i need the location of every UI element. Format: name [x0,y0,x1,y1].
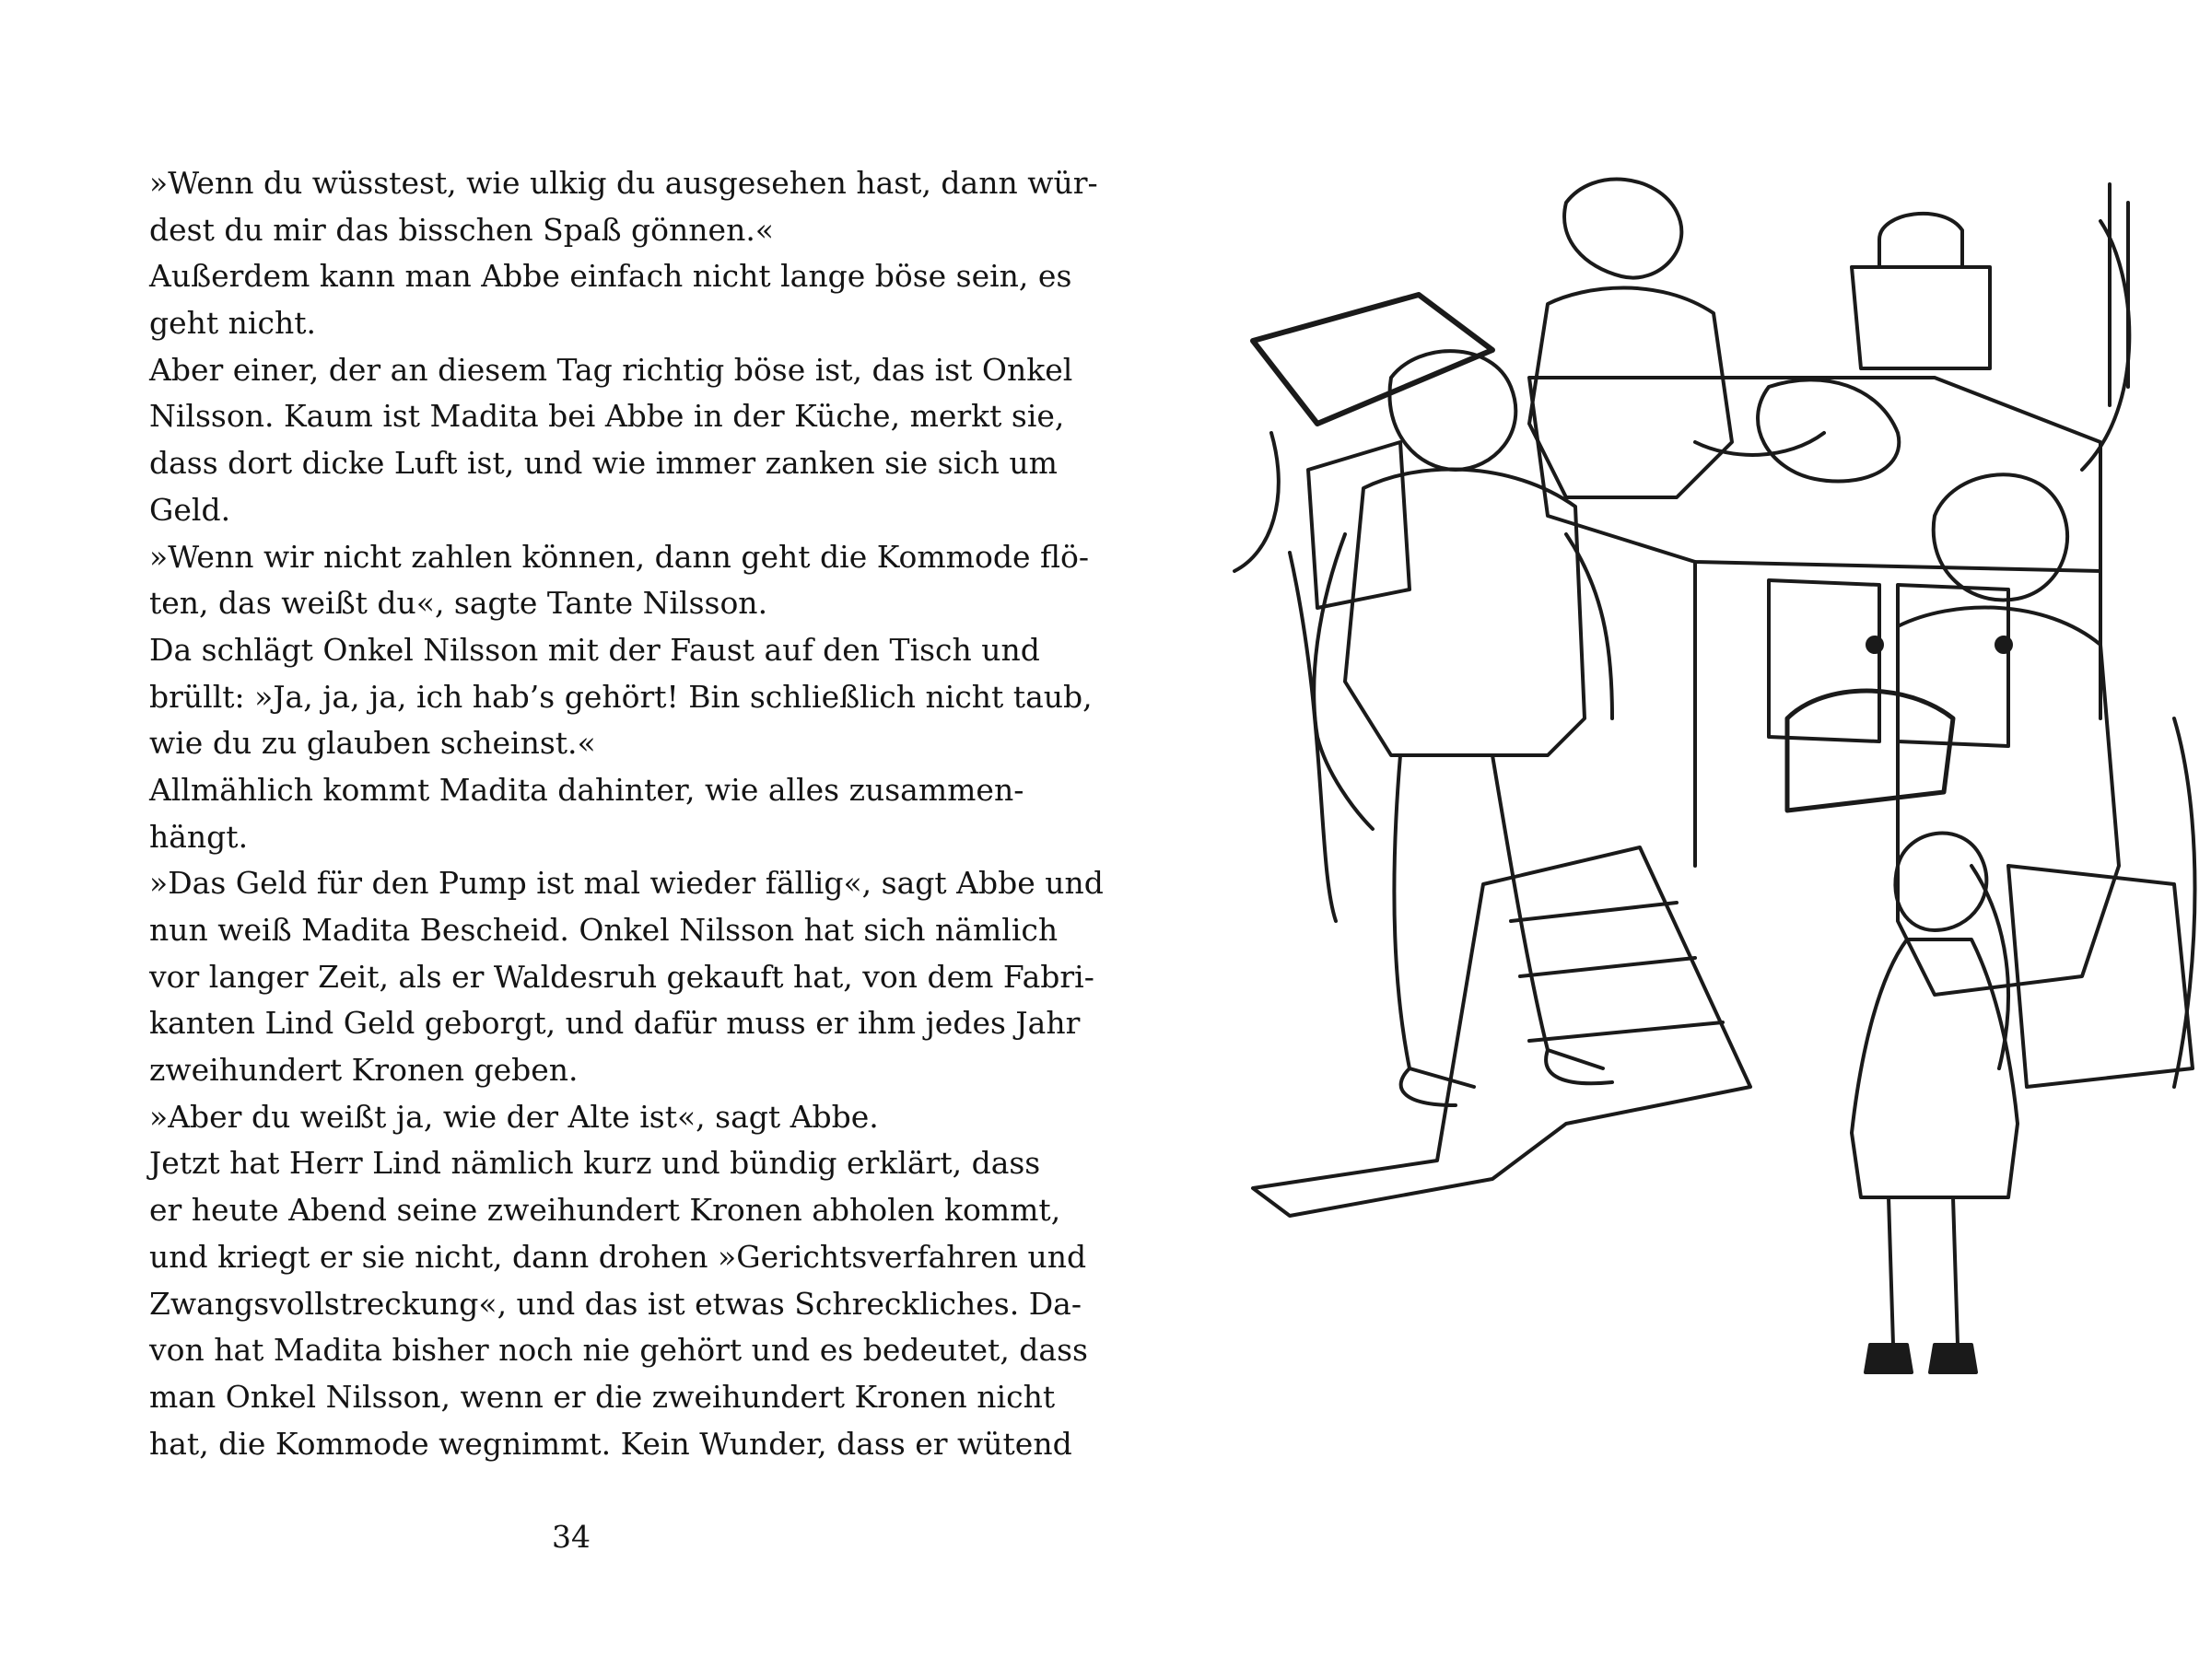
text-line: zweihundert Kronen geben. [149,1052,579,1089]
shelf-with-bin [1852,214,2129,470]
text-line: und kriegt er sie nicht, dann drohen »Gerichtsverfahren und [149,1238,1087,1275]
figure-uncle-nilsson [1314,351,1612,1105]
text-line: Nilsson. Kaum ist Madita bei Abbe in der Küche, merkt sie, [149,398,1065,435]
text-line: hat, die Kommode wegnimmt. Kein Wunder, dass er wütend [149,1425,1072,1462]
text-line: »Wenn du wüsstest, wie ulkig du ausgesehen hast, dann wür- [149,165,1098,201]
figure-boy-at-counter [1529,180,1899,497]
text-line: »Wenn wir nicht zahlen können, dann geht die Kommode flö- [149,538,1089,575]
text-line: »Aber du weißt ja, wie der Alte ist«, sagt Abbe. [149,1098,879,1135]
text-line: Außerdem kann man Abbe einfach nicht lange böse sein, es [149,258,1072,295]
text-line: geht nicht. [149,305,316,342]
text-line: von hat Madita bisher noch nie gehört und es bedeutet, dass [149,1332,1088,1369]
text-line: Allmählich kommt Madita dahinter, wie alles zusammen- [149,771,1024,808]
text-line: vor langer Zeit, als er Waldesruh gekauft hat, von dem Fabri- [149,958,1094,995]
stove [1234,295,1492,921]
text-line: man Onkel Nilsson, wenn er die zweihundert Kronen nicht [149,1378,1056,1415]
text-line: dest du mir das bisschen Spaß gönnen.« [149,211,774,248]
page-number: 34 [552,1519,591,1555]
floor-runner [1253,847,1750,1216]
text-line: brüllt: »Ja, ja, ja, ich hab’s gehört! Bin schließlich nicht taub, [149,678,1093,715]
text-line: Jetzt hat Herr Lind nämlich kurz und bündig erklärt, dass [149,1145,1041,1182]
text-line: hängt. [149,818,249,855]
text-line: Aber einer, der an diesem Tag richtig böse ist, das ist Onkel [149,351,1073,388]
text-line: wie du zu glauben scheinst.« [149,725,596,762]
text-line: kanten Lind Geld geborgt, und dafür muss er ihm jedes Jahr [149,1005,1081,1042]
figure-madita [1852,834,2018,1372]
text-line: ten, das weißt du«, sagte Tante Nilsson. [149,585,768,622]
text-line: dass dort dicke Luft ist, und wie immer zanken sie sich um [149,445,1058,482]
kitchen-scene-illustration [1179,166,2211,1437]
text-line: Da schlägt Onkel Nilsson mit der Faust auf den Tisch und [149,631,1040,668]
text-line: nun weiß Madita Bescheid. Onkel Nilsson hat sich nämlich [149,912,1059,948]
text-line: »Das Geld für den Pump ist mal wieder fällig«, sagt Abbe und [149,865,1104,902]
text-line: Zwangsvollstreckung«, und das ist etwas Schreckliches. Da- [149,1285,1082,1322]
text-line: Geld. [149,491,231,528]
text-column [149,160,1104,1467]
text-line: er heute Abend seine zweihundert Kronen abholen kommt, [149,1192,1061,1229]
